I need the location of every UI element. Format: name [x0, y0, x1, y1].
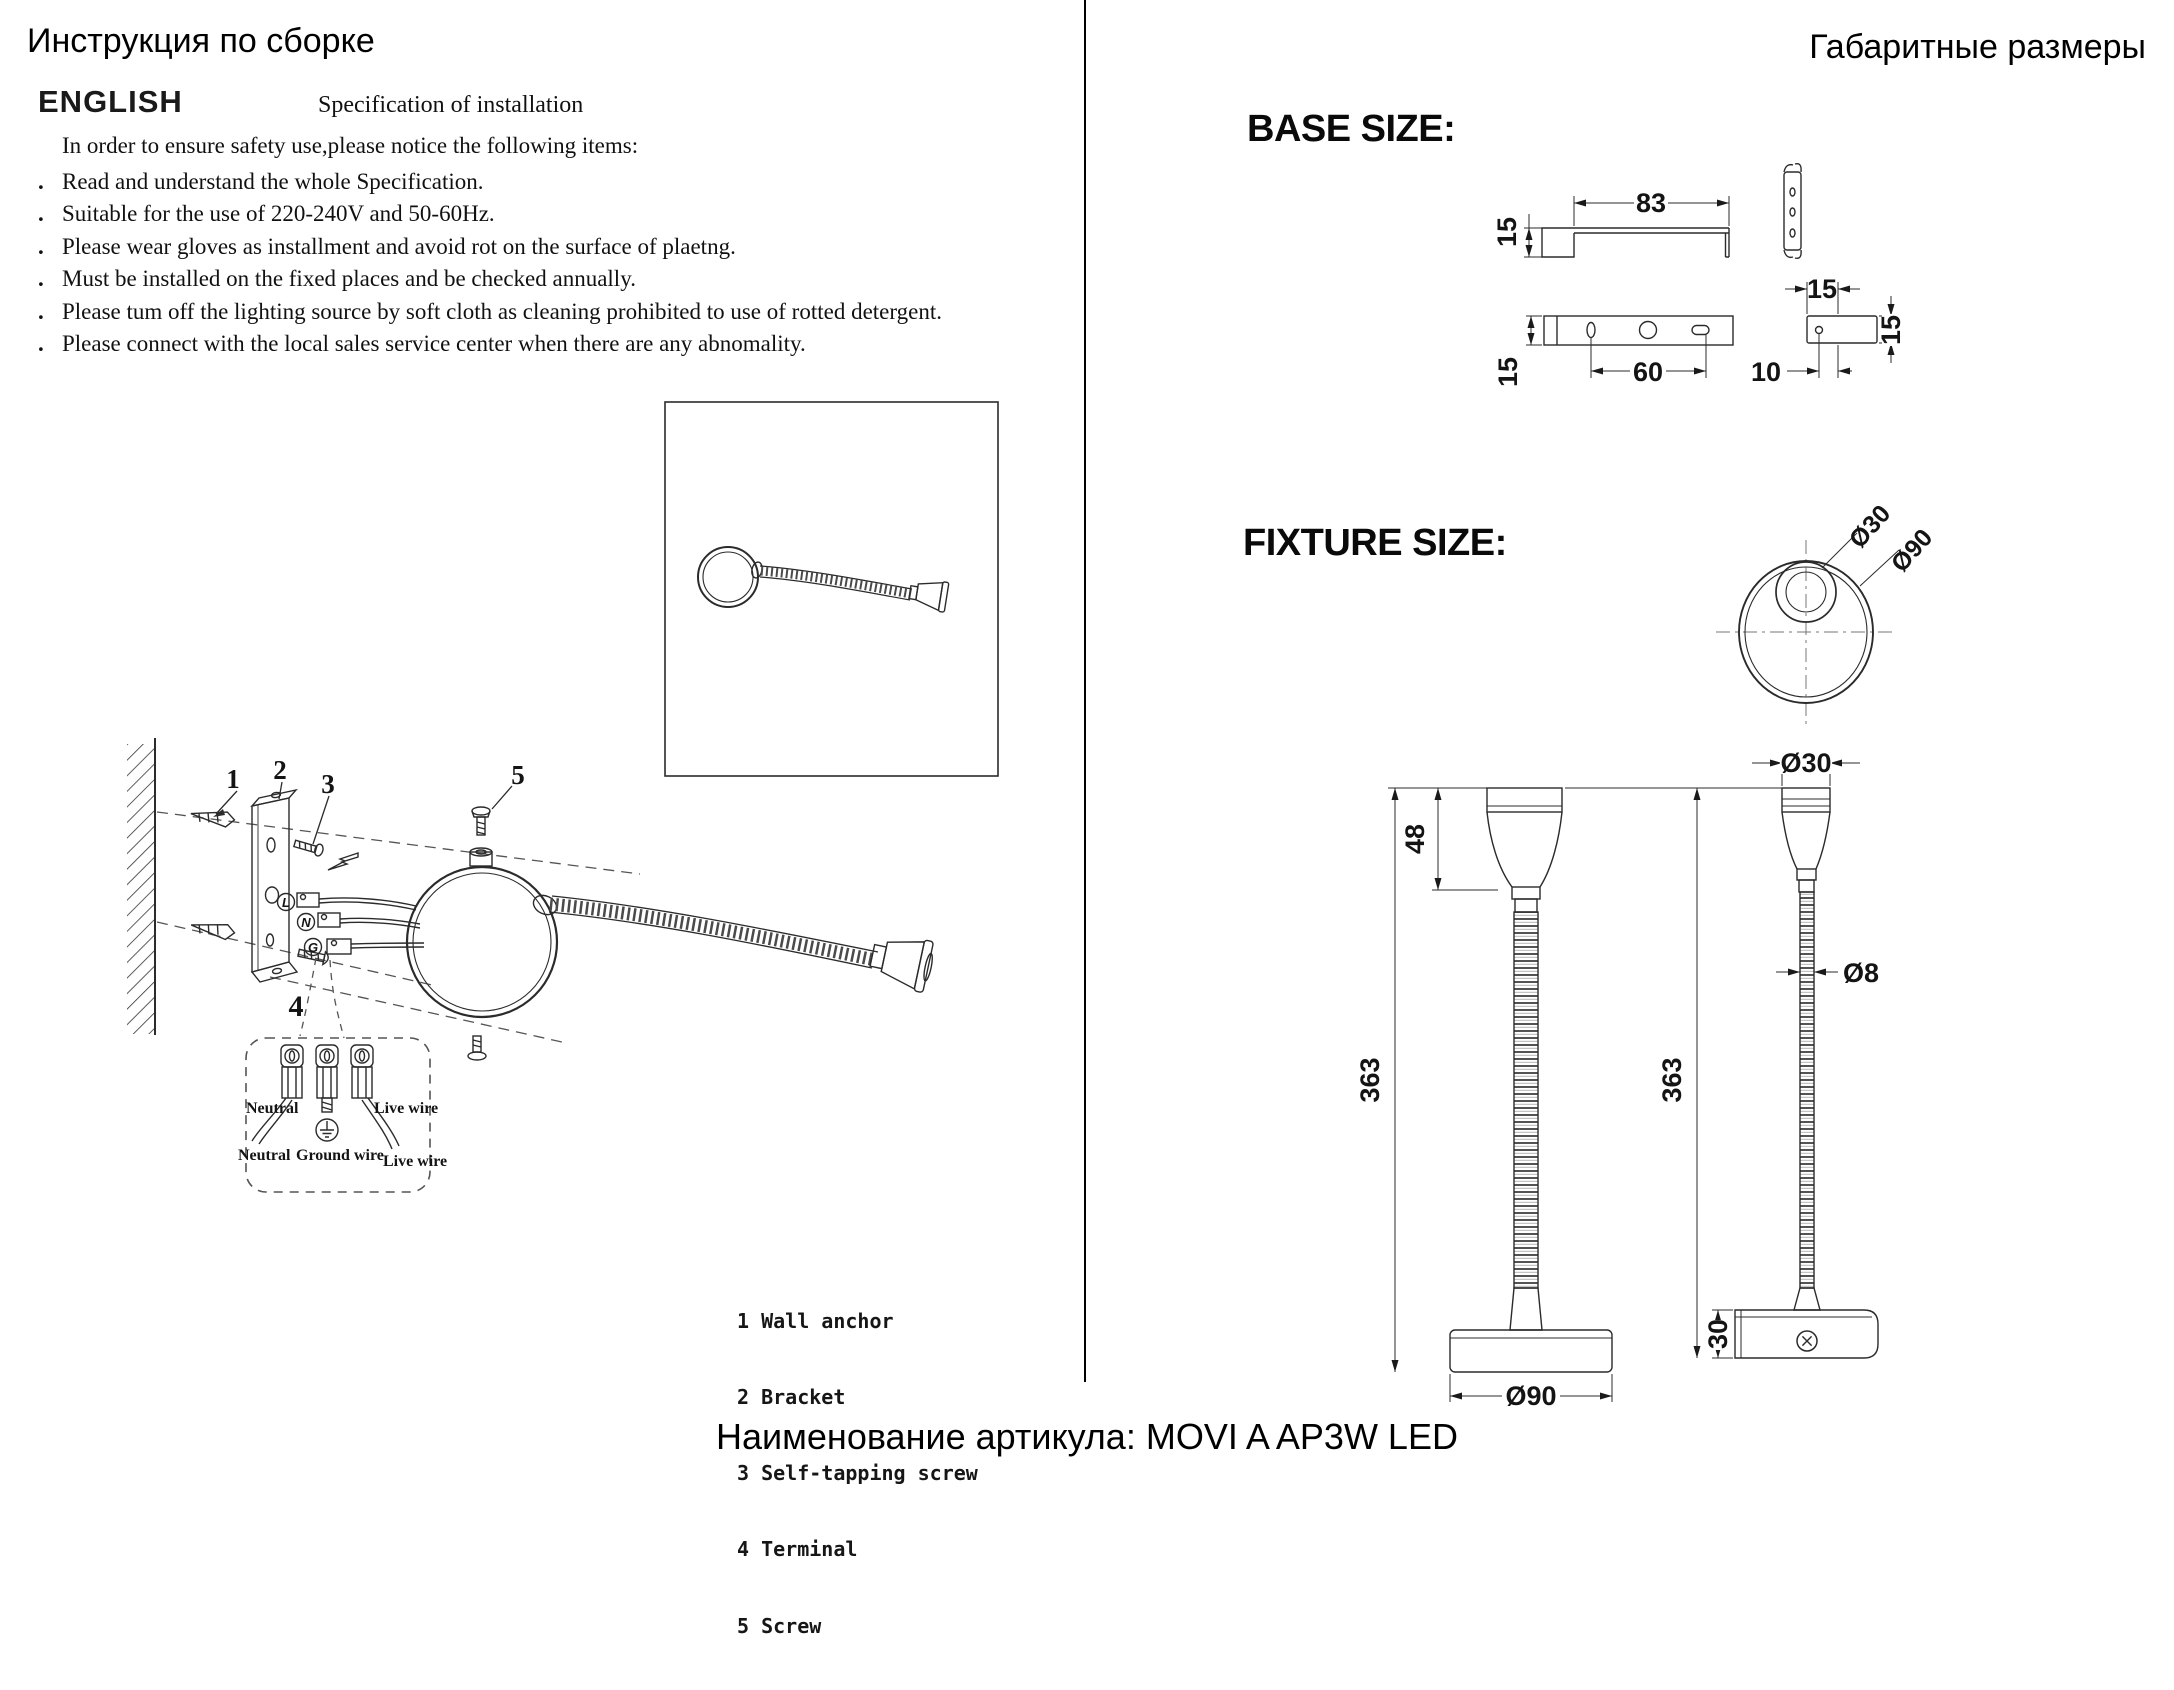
- callout-2: 2: [273, 755, 287, 785]
- terminal-letter-N: N: [301, 915, 311, 930]
- base-top-view: [1526, 316, 1733, 378]
- ground-symbol: [316, 1119, 338, 1141]
- wire-label-ground: Ground wire: [296, 1147, 384, 1164]
- lamp-top-socket: [470, 848, 492, 866]
- parts-legend-line: 5 Screw: [737, 1613, 822, 1638]
- dim-base-height: 30: [1703, 1318, 1733, 1350]
- fixture-size-heading: FIXTURE SIZE:: [1243, 522, 1507, 564]
- installation-drawing: [0, 370, 1085, 1430]
- assembly-instructions-title: Инструкция по сборке: [27, 22, 375, 60]
- screw-bottom: [468, 1036, 486, 1060]
- dim-base-plate-depth: 15: [1493, 356, 1523, 388]
- bracket: [252, 790, 297, 982]
- list-item: . Must be installed on the fixed places and be checked annually.: [38, 263, 798, 295]
- list-item: . Read and understand the whole Specification.: [38, 166, 798, 198]
- terminal-unit: [252, 1045, 303, 1144]
- terminal-letter-G: G: [307, 940, 319, 955]
- wire-label-neutral-bottom: Neutral: [238, 1147, 291, 1164]
- fixture-top-view: [1716, 533, 1899, 724]
- dim-base-plate-width: 83: [1635, 188, 1667, 218]
- terminal-unit: [351, 1045, 399, 1149]
- wall-anchor: [190, 808, 236, 828]
- detail-leaders: [300, 958, 344, 1038]
- insert-arrow-icon: [328, 853, 358, 870]
- dim-top-big-diameter: Ø90: [1885, 523, 1939, 578]
- terminal-letters: [282, 895, 318, 955]
- callout-5: 5: [511, 760, 525, 790]
- dim-top-small-diameter: Ø30: [1843, 499, 1897, 554]
- dim-base-lip-height: 15: [1492, 216, 1522, 248]
- screw-3: [293, 837, 324, 857]
- safety-intro-line: In order to ensure safety use,please notice the following items:: [62, 133, 639, 158]
- dim-base-end-width: 15: [1806, 274, 1838, 304]
- dim-tube-diameter: Ø8: [1843, 958, 1880, 988]
- wire-label-neutral: Neutral: [246, 1100, 299, 1117]
- base-side-view: [1524, 196, 1729, 257]
- base-size-heading: BASE SIZE:: [1247, 108, 1456, 150]
- callout-4: 4: [288, 990, 304, 1023]
- inset-assembled-lamp-view: [665, 402, 998, 776]
- wire-label-live: Live wire: [374, 1100, 439, 1117]
- dim-head-height: 48: [1400, 823, 1430, 855]
- callout-1: 1: [226, 764, 240, 794]
- fixture-side-elevation: [1565, 756, 1878, 1358]
- spec-of-installation-heading: Specification of installation: [318, 92, 584, 118]
- dim-head-diameter: Ø30: [1780, 748, 1832, 778]
- lamp-body: [407, 867, 560, 1017]
- dimension-drawings: [1190, 150, 2174, 1450]
- base-front-view: [1784, 164, 1801, 259]
- parts-legend-line: 4 Terminal: [737, 1537, 858, 1562]
- fixture-front-elevation: [1388, 788, 1612, 1402]
- dim-base-hole-offset: 10: [1750, 357, 1781, 387]
- list-item: . Please wear gloves as installment and avoid rot on the surface of plaetng.: [38, 231, 798, 263]
- safety-bullet-list: [38, 166, 942, 360]
- wire-label-live-bottom: Live wire: [383, 1153, 448, 1170]
- overall-dimensions-title: Габаритные размеры: [1809, 28, 2146, 66]
- parts-legend-line: 3 Self-tapping screw: [737, 1461, 978, 1486]
- dim-base-hole-spacing: 60: [1632, 357, 1664, 387]
- wiring-labels: [238, 1100, 447, 1170]
- callout-3: 3: [321, 769, 335, 799]
- parts-legend-line: 2 Bracket: [737, 1385, 846, 1410]
- terminal-connectors: [278, 893, 425, 956]
- inset-lamp-head: [908, 577, 949, 612]
- list-item: . Suitable for the use of 220-240V and 50-60Hz.: [38, 198, 798, 230]
- screw-5: [472, 807, 490, 835]
- wall-anchor: [190, 919, 236, 941]
- dim-total-height-left: 363: [1355, 1057, 1385, 1103]
- parts-legend-line: 1 Wall anchor: [737, 1308, 894, 1333]
- language-heading: ENGLISH: [38, 84, 183, 119]
- list-item: . Please tum off the lighting source by soft cloth as cleaning prohibited to use of rotted detergent.: [38, 296, 798, 328]
- terminal-letter-L: L: [282, 895, 290, 910]
- terminal-unit: [316, 1045, 338, 1112]
- screw-head-icon: [1797, 1331, 1817, 1351]
- wall-section: [127, 738, 155, 1035]
- dim-total-height-right: 363: [1657, 1057, 1687, 1103]
- article-name: Наименование артикула: MOVI A AP3W LED: [716, 1416, 1458, 1457]
- lamp-head: [867, 930, 937, 993]
- dim-base-end-height: 15: [1876, 314, 1906, 346]
- flexible-arm: [549, 896, 878, 968]
- list-item: . Please connect with the local sales service center when there are any abnomality.: [38, 328, 798, 360]
- dim-base-diameter: Ø90: [1505, 1381, 1557, 1411]
- callout-numbers: [213, 755, 525, 1023]
